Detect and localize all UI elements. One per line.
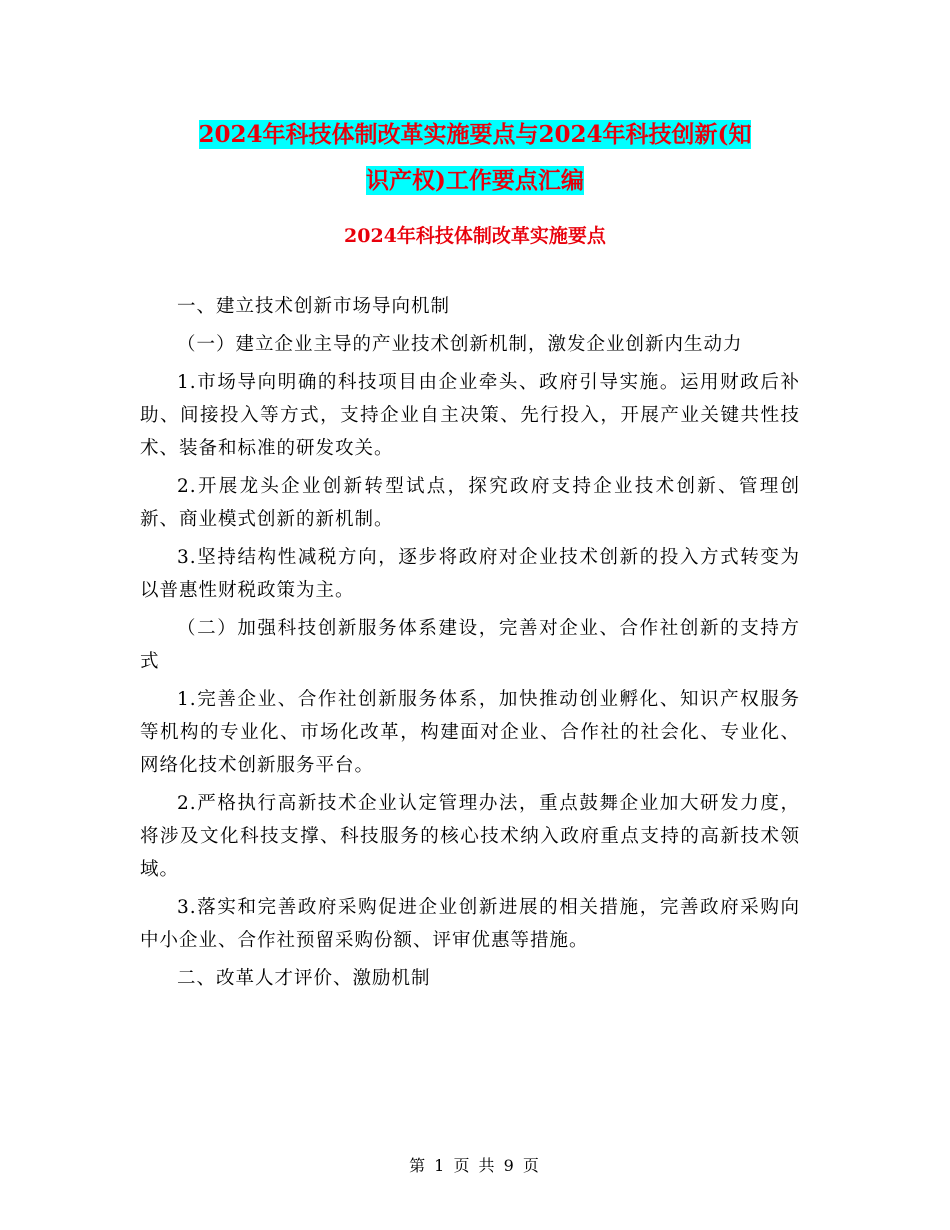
body-text xyxy=(140,290,800,1000)
paragraph: 2.严格执行高新技术企业认定管理办法，重点鼓舞企业加大研发力度，将涉及文化科技支撑、科技服务的核心技术纳入政府重点支持的高新技术领域。 xyxy=(140,793,800,880)
subheading-1: （一）建立企业主导的产业技术创新机制，激发企业创新内生动力 xyxy=(177,334,743,355)
paragraph: 3.坚持结构性减税方向，逐步将政府对企业技术创新的投入方式转变为以普惠性财税政策为主。 xyxy=(140,547,800,601)
paragraph: 2.开展龙头企业创新转型试点，探究政府支持企业技术创新、管理创新、商业模式创新的新机制。 xyxy=(140,476,800,530)
paragraph: 3.落实和完善政府采购促进企业创新进展的相关措施，完善政府采购向中小企业、合作社预留采购份额、评审优惠等措施。 xyxy=(140,897,800,951)
heading-1: 一、建立技术创新市场导向机制 xyxy=(177,296,451,317)
paragraph: 1.市场导向明确的科技项目由企业牵头、政府引导实施。运用财政后补助、间接投入等方式，支持企业自主决策、先行投入，开展产业关键共性技术、装备和标准的研发攻关。 xyxy=(140,372,800,459)
main-title-line-1: 2024年科技体制改革实施要点与2024年科技创新(知 xyxy=(198,121,752,148)
subheading-2: （二）加强科技创新服务体系建设，完善对企业、合作社创新的支持方式 xyxy=(140,618,800,672)
page-footer: 第 1 页 共 9 页 xyxy=(409,1156,541,1175)
section-title: 2024年科技体制改革实施要点 xyxy=(344,225,606,247)
main-title-line-2: 识产权)工作要点汇编 xyxy=(366,167,584,194)
heading-2: 二、改革人才评价、激励机制 xyxy=(177,968,431,989)
main-title xyxy=(140,112,810,204)
paragraph: 1.完善企业、合作社创新服务体系，加快推动创业孵化、知识产权服务等机构的专业化、市场化改革，构建面对企业、合作社的社会化、专业化、网络化技术创新服务平台。 xyxy=(140,689,800,776)
